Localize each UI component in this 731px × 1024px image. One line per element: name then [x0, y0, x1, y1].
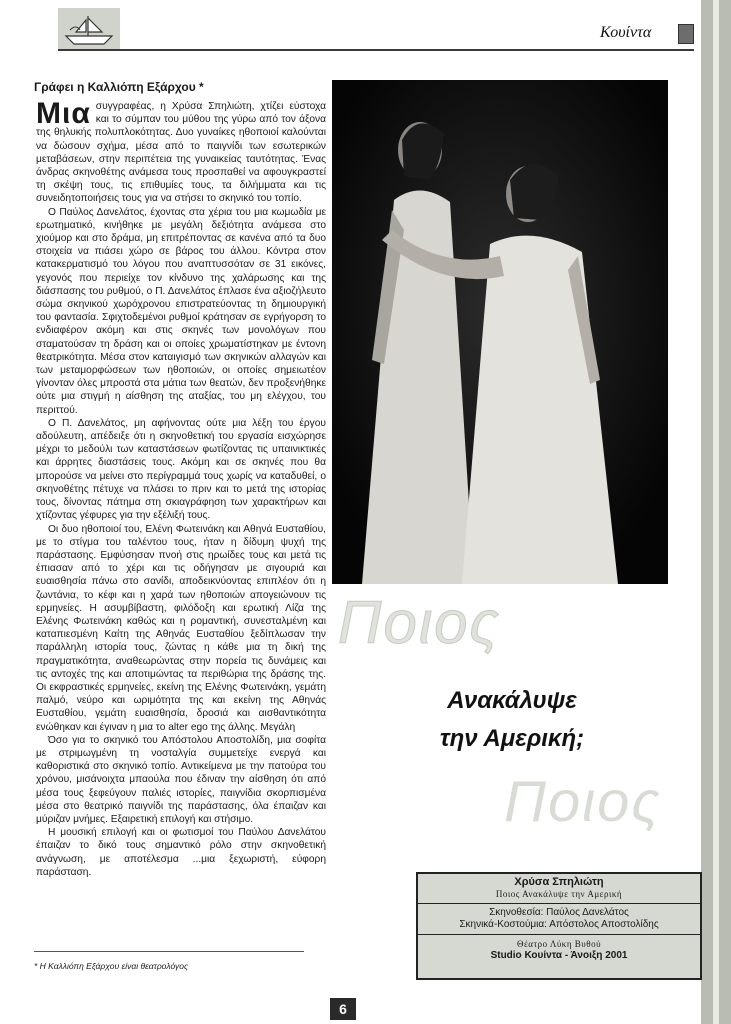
headline-line-2: την Αμερική;: [439, 725, 585, 752]
credits-sets: Σκηνικά-Κοστούμια: Απόστολος Αποστολίδης: [459, 919, 659, 930]
credits-direction: Σκηνοθεσία: Παύλος Δανελάτος: [489, 907, 629, 918]
credits-title-block: [418, 874, 700, 904]
article-paragraph: Ο Παύλος Δανελάτος, έχοντας στα χέρια του μια κωμωδία με ερωτηματικό, κινήθηκε με μεγάλη δεξιότητα ανάμεσα στο χιούμορ και στο δράμα, μη επιτρέποντας σε κανένα από τα δυο στοιχεία να πιάσει χώρο σε βάρος του άλλου. Κόντρα στον κατακερματισμό του λόγου που αναπτυσσόταν σε 31 εικόνες, γεγονός που περιείχε τον κίνδυνο της χαλάρωσης και της διάσπασης του ρυθμού, ο Π. Δανελάτος έπλασε ένα αξιοζήλευτο σώμα σκηνικού χωρόχρονου επιστρατεύοντας τη δημιουργική του φαντασία. Σφιχτοδεμένοι ρυθμοί κράτησαν σε εγρήγορση το ενδιαφέρον ακόμη και στις σκηνές των μονολόγων που σταματούσαν τη δράση και οι οποίες χρωματίστηκαν με έντονη θεατρικότητα. Μέσα στον καταιγισμό των σκηνικών αλλαγών και των μεταμορφώσεων των ηθοποιών, οι οποίες σημειωτέον γίνονταν όλες μπροστά στα μάτια των θεατών, δεν προξενήθηκε ούτε μια στιγμή η αίσθηση της αταξίας, του μη ελέγχου, του περιττού.: [36, 206, 326, 416]
brand-name: Κουίντα: [600, 24, 652, 41]
article-paragraph: Ο Π. Δανελάτος, μη αφήνοντας ούτε μια λέξη του έργου αδούλευτη, απέδειξε ότι η σκηνοθετική του εργασία εισχώρησε μέχρι το μεδούλι των καταστάσεων φωτίζοντας τις υπαινικτικές και άρρητες διαστάσεις τους. Ακόμη και σε σκηνές που θα μπορούσε να μείνει στο περίγραμμά τους χωρίς να καταδυθεί, ο σκηνοθέτης πέτυχε να πλάσει το πριν και το μετά της ιστορίας τους, δίνοντας πάτημα στη σκιαγράφηση των χαρακτήρων και χτίζοντας γέφυρες για την εξέλιξή τους.: [36, 417, 326, 522]
footnote: * Η Καλλιόπη Εξάρχου είναι θεατρολόγος: [34, 961, 189, 971]
book-icon: [678, 24, 694, 44]
credits-venue-block: [418, 935, 700, 965]
byline: Γράφει η Καλλιόπη Εξάρχου *: [34, 80, 204, 94]
headline-poios-bottom: Ποιος: [504, 769, 662, 834]
article-paragraph: Η μουσική επιλογή και οι φωτισμοί του Παύλου Δανελάτου έπαιζαν το δικό τους σημαντικό ρόλο στην σκηνοθετική ανάγνωση, με αποτέλεσμα ...μια ξεχωριστή, εύφορη παράσταση.: [36, 827, 326, 878]
header-rule: [58, 49, 694, 51]
credits-venue: Studio Κουίντα - Άνοιξη 2001: [490, 950, 628, 961]
headline-title: [392, 682, 632, 758]
credits-author: Χρύσα Σπηλιώτη: [514, 876, 604, 888]
right-margin-rail: [701, 0, 731, 1024]
headline-poios-top: Ποιος: [338, 589, 501, 656]
credits-crew-block: [418, 904, 700, 935]
credits-play-title: Ποιος Ανακάλυψε την Αμερική: [495, 889, 623, 899]
headline-line-1: Ανακάλυψε: [447, 687, 577, 714]
stage-photo: [332, 80, 668, 584]
article-column: [36, 97, 326, 879]
credits-box: [416, 872, 702, 980]
credits-theatre: Θέατρο Λύκη Βυθού: [516, 939, 602, 949]
article-paragraph: Οι δυο ηθοποιοί του, Ελένη Φωτεινάκη και Αθηνά Ευσταθίου, με το στίγμα του ταλέντου τους, ήταν η δίδυμη ψυχή της παράστασης. Εμφύσησαν πνοή στις ηρωίδες τους και μετά τις έπιασαν από το χέρι και τις οδήγησαν με σιγουριά και ευαισθησία πάνω στο σανίδι, αποδεικνύοντας επιπλέον ότι η ζωντάνια, το κέφι και η χαρά των ηθοποιών απογειώνουν τις ερμηνείες. Η ασυμβίβαστη, φιλόδοξη και ερωτική Λίζα της Ελένης Φωτεινάκη καθώς και η ρομαντική, συνεσταλμένη και καταπιεσμένη Καίτη της Αθηνάς Ευσταθίου ξεδίπλωσαν την παράλληλη ιστορία τους, ζώντας η κάθε μια τη δική της πραγματικότητα, αναθεωρώντας στην πορεία τις δυνάμεις και τις αντοχές της και αποτιμώντας τα περιθώρια της δράσης της. Οι εκφραστικές ερμηνείες, εκείνη της Ελένης Φωτεινάκη, γεμάτη παλμό, νεύρο και ωριμότητα της και εκείνη της Αθηνάς Ευσταθίου, γεμάτη ευαισθησία, δροσιά και αισθαντικότητα ενώθηκαν και έγιναν η μια το alter ego της άλλης. Μεγάλη: [36, 523, 326, 733]
article-paragraph: Όσο για το σκηνικό του Απόστολου Αποστολίδη, μια σοφίτα με στριμωγμένη τη νοσταλγία συμμετείχε ενεργά και καθοριστικά στο σκηνικό τοπίο. Αντικείμενα με την πατούρα του χρόνου, μισάνοιχτα μπαούλα που έδιναν την αίσθηση ότι από μέσα τους ξεφεύγουν παλιές ιστορίες, παιγνίδια σκορπισμένα μέσα στο θεατρικό παιγνίδι της παράστασης, όλα έπαιζαν και μύριζαν μνήμες. Εξαιρετική επιλογή και στήσιμο.: [36, 734, 326, 825]
ship-emblem-icon: [58, 8, 120, 50]
rail-stripe: [713, 0, 719, 1024]
page-number: 6: [330, 998, 356, 1020]
footnote-rule: [34, 951, 304, 952]
article-paragraph: Μια συγγραφέας, η Χρύσα Σπηλιώτη, χτίζει εύστοχα και το σύμπαν του μύθου της γύρω από τον άξονα της θηλυκής πολυπλοκότητας. Δυο γυναίκες ηθοποιοί καλούνται να δώσουν σχήμα, μέσα από το παιγνίδι των εσωτερικών μεταβάσεων, στην περιπέτεια της γυναικείας ταυτότητας. Ένας άνδρας σκηνοθέτης ανάμεσα τους προσπαθεί να αφουγκραστεί τη σκέψη τους, τις επιθυμίες τους, τα διλήμματα και τις συνειδητοποιήσεις τους για να στήσει το σκηνικό του τοπίο.: [36, 97, 326, 205]
dropcap: Μια: [36, 97, 91, 130]
